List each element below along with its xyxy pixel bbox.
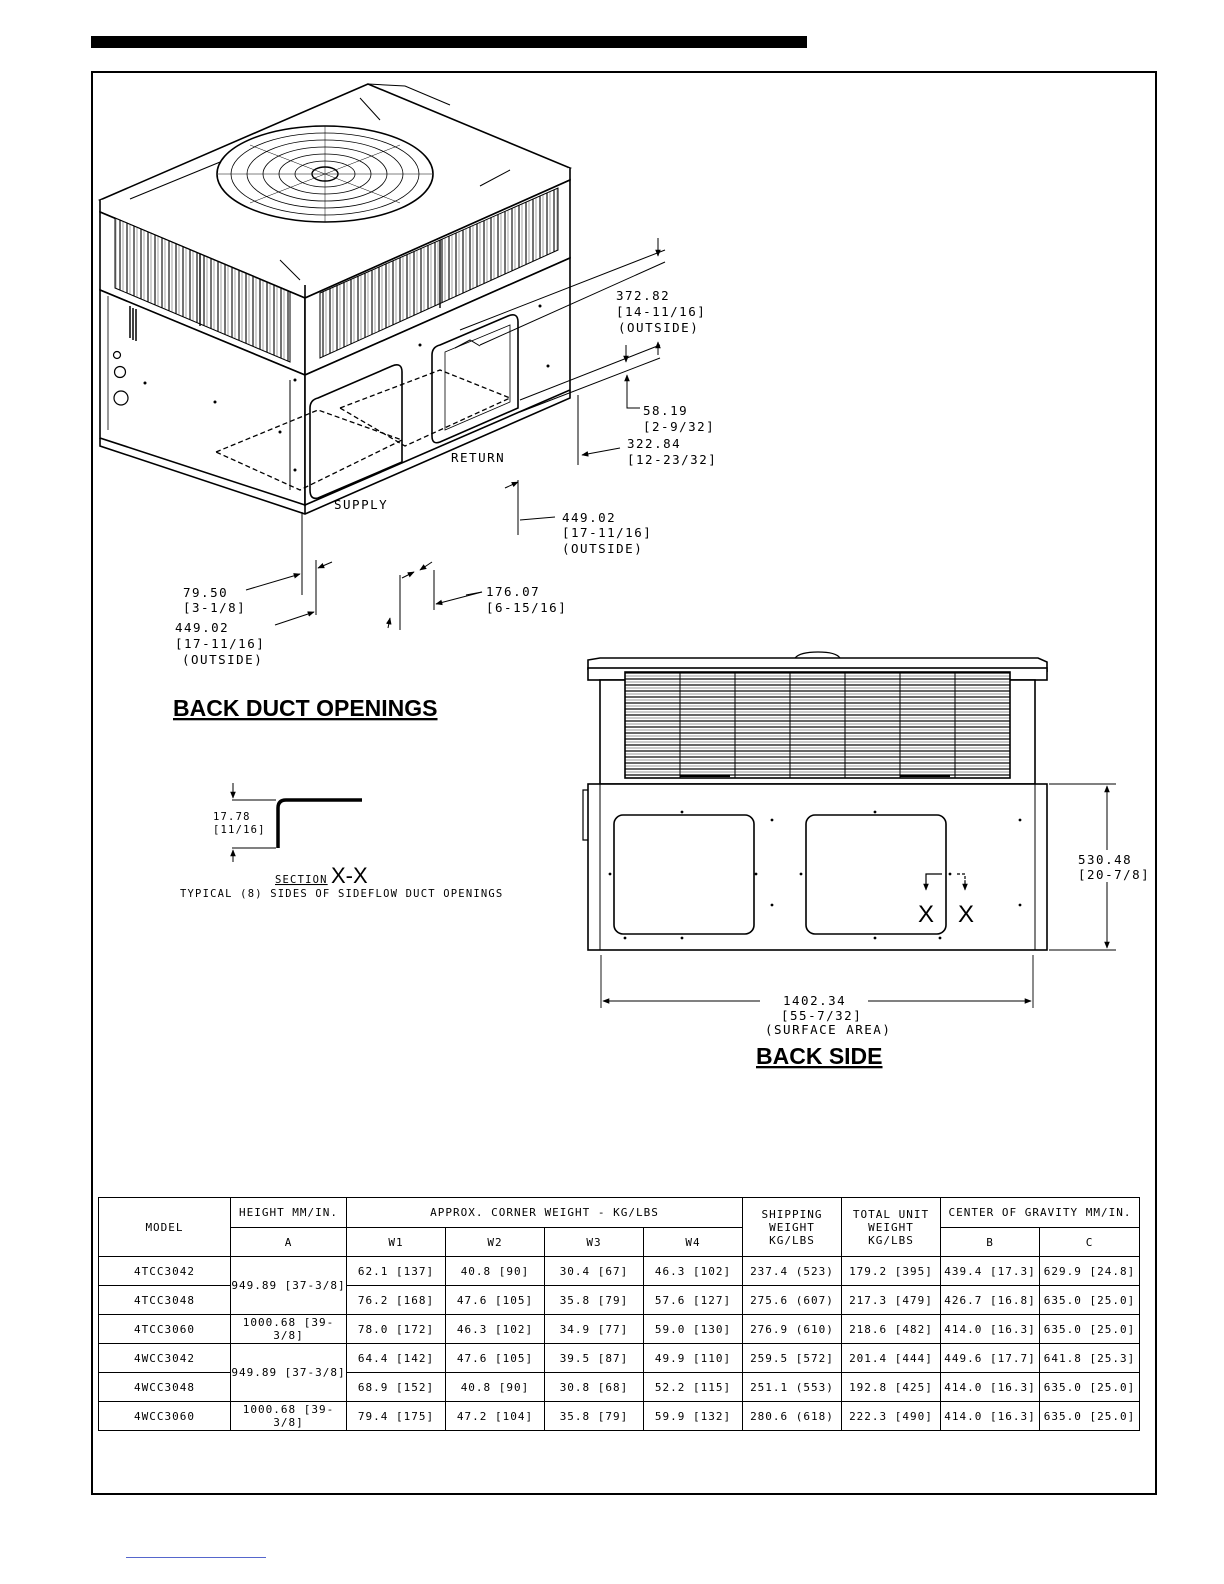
header-height: HEIGHT MM/IN.	[231, 1198, 347, 1228]
cell-shipping: 259.5 [572]	[743, 1344, 842, 1373]
header-total-weight: TOTAL UNIT WEIGHT KG/LBS	[842, 1198, 941, 1257]
cell-w3: 30.8 [68]	[545, 1373, 644, 1402]
section-dim-value: 17.78	[213, 811, 251, 823]
cell-w4: 49.9 [110]	[644, 1344, 743, 1373]
cell-total: 201.4 [444]	[842, 1344, 941, 1373]
cell-w3: 30.4 [67]	[545, 1257, 644, 1286]
cell-w2: 40.8 [90]	[446, 1257, 545, 1286]
cell-total: 218.6 [482]	[842, 1315, 941, 1344]
dim-449b-value: 449.02	[175, 620, 230, 635]
header-cog-b: B	[941, 1228, 1040, 1257]
cell-model: 4WCC3048	[99, 1373, 231, 1402]
cell-cog-b: 414.0 [16.3]	[941, 1315, 1040, 1344]
dim-372-value: 372.82	[616, 288, 671, 303]
weight-table	[98, 1197, 1140, 1431]
cell-w1: 78.0 [172]	[347, 1315, 446, 1344]
dim-372-note: (OUTSIDE)	[618, 320, 700, 335]
cell-w4: 59.0 [130]	[644, 1315, 743, 1344]
dim-449a-value: 449.02	[562, 510, 617, 525]
cell-w2: 47.6 [105]	[446, 1286, 545, 1315]
header-center-of-gravity: CENTER OF GRAVITY MM/IN.	[941, 1198, 1140, 1228]
cell-height: 1000.68 [39-3/8]	[231, 1402, 347, 1431]
cell-model: 4TCC3048	[99, 1286, 231, 1315]
cell-cog-c: 635.0 [25.0]	[1040, 1315, 1140, 1344]
cell-shipping: 275.6 (607)	[743, 1286, 842, 1315]
header-w1: W1	[347, 1228, 446, 1257]
cell-total: 192.8 [425]	[842, 1373, 941, 1402]
dim-1402-fraction: [55-7/32]	[781, 1008, 863, 1023]
dim-449a-note: (OUTSIDE)	[562, 541, 644, 556]
cell-w4: 46.3 [102]	[644, 1257, 743, 1286]
cell-w2: 40.8 [90]	[446, 1373, 545, 1402]
cell-shipping: 276.9 (610)	[743, 1315, 842, 1344]
cell-w3: 39.5 [87]	[545, 1344, 644, 1373]
table-row	[99, 1315, 1140, 1344]
dim-79-value: 79.50	[183, 585, 229, 600]
cell-w1: 79.4 [175]	[347, 1402, 446, 1431]
cell-w1: 68.9 [152]	[347, 1373, 446, 1402]
section-xx-detail	[232, 783, 362, 862]
back-louver-grille	[625, 672, 1010, 778]
cell-w1: 76.2 [168]	[347, 1286, 446, 1315]
return-label: RETURN	[451, 450, 506, 465]
cell-total: 217.3 [479]	[842, 1286, 941, 1315]
table-row	[99, 1257, 1140, 1286]
cell-w3: 35.8 [79]	[545, 1286, 644, 1315]
cell-cog-b: 426.7 [16.8]	[941, 1286, 1040, 1315]
section-label-prefix: SECTION	[275, 874, 328, 886]
dim-372-fraction: [14-11/16]	[616, 304, 707, 319]
dim-322-value: 322.84	[627, 436, 682, 451]
footer-link-rule	[126, 1557, 266, 1558]
header-w2: W2	[446, 1228, 545, 1257]
section-dim-fraction: [11/16]	[213, 824, 266, 836]
cell-w1: 62.1 [137]	[347, 1257, 446, 1286]
back-side-heading: BACK SIDE	[756, 1043, 883, 1069]
section-caption: TYPICAL (8) SIDES OF SIDEFLOW DUCT OPENINGS	[180, 888, 504, 900]
supply-label: SUPPLY	[334, 497, 389, 512]
cell-height: 1000.68 [39-3/8]	[231, 1315, 347, 1344]
cell-model: 4WCC3042	[99, 1344, 231, 1373]
header-corner-weight: APPROX. CORNER WEIGHT - KG/LBS	[347, 1198, 743, 1228]
cell-w2: 47.6 [105]	[446, 1344, 545, 1373]
cell-w2: 46.3 [102]	[446, 1315, 545, 1344]
cell-cog-c: 635.0 [25.0]	[1040, 1286, 1140, 1315]
section-mark-x-left: X	[918, 901, 935, 928]
cell-w2: 47.2 [104]	[446, 1402, 545, 1431]
cell-model: 4TCC3042	[99, 1257, 231, 1286]
dim-176-value: 176.07	[486, 584, 541, 599]
cell-cog-c: 641.8 [25.3]	[1040, 1344, 1140, 1373]
cell-w4: 57.6 [127]	[644, 1286, 743, 1315]
cell-total: 222.3 [490]	[842, 1402, 941, 1431]
dim-530-value: 530.48	[1078, 852, 1133, 867]
header-cog-c: C	[1040, 1228, 1140, 1257]
dim-449a-fraction: [17-11/16]	[562, 525, 653, 540]
cell-cog-b: 439.4 [17.3]	[941, 1257, 1040, 1286]
header-shipping-weight: SHIPPING WEIGHT KG/LBS	[743, 1198, 842, 1257]
dim-79-fraction: [3-1/8]	[183, 600, 247, 615]
cell-cog-b: 414.0 [16.3]	[941, 1373, 1040, 1402]
dim-449b-note: (OUTSIDE)	[182, 652, 264, 667]
cell-cog-b: 449.6 [17.7]	[941, 1344, 1040, 1373]
cell-height: 949.89 [37-3/8]	[231, 1344, 347, 1402]
dim-1402-note: (SURFACE AREA)	[765, 1022, 892, 1037]
cell-w3: 34.9 [77]	[545, 1315, 644, 1344]
dim-530-fraction: [20-7/8]	[1078, 867, 1151, 882]
cell-model: 4TCC3060	[99, 1315, 231, 1344]
dim-58-value: 58.19	[643, 403, 689, 418]
cell-height: 949.89 [37-3/8]	[231, 1257, 347, 1315]
dim-1402-value: 1402.34	[783, 993, 847, 1008]
dim-58-fraction: [2-9/32]	[643, 419, 716, 434]
dim-176-fraction: [6-15/16]	[486, 600, 568, 615]
cell-cog-c: 635.0 [25.0]	[1040, 1373, 1140, 1402]
cell-shipping: 251.1 (553)	[743, 1373, 842, 1402]
cell-cog-c: 629.9 [24.8]	[1040, 1257, 1140, 1286]
cell-cog-c: 635.0 [25.0]	[1040, 1402, 1140, 1431]
section-label-mark: X-X	[331, 863, 368, 888]
table-row	[99, 1402, 1140, 1431]
back-supply-opening	[614, 815, 754, 934]
dim-449b-fraction: [17-11/16]	[175, 636, 266, 651]
header-model: MODEL	[99, 1198, 231, 1257]
cell-w1: 64.4 [142]	[347, 1344, 446, 1373]
cell-shipping: 237.4 (523)	[743, 1257, 842, 1286]
cell-total: 179.2 [395]	[842, 1257, 941, 1286]
cell-w4: 52.2 [115]	[644, 1373, 743, 1402]
cell-w3: 35.8 [79]	[545, 1402, 644, 1431]
table-row	[99, 1344, 1140, 1373]
header-height-a: A	[231, 1228, 347, 1257]
cell-w4: 59.9 [132]	[644, 1402, 743, 1431]
dim-322-fraction: [12-23/32]	[627, 452, 718, 467]
cell-cog-b: 414.0 [16.3]	[941, 1402, 1040, 1431]
header-w4: W4	[644, 1228, 743, 1257]
back-duct-openings-heading: BACK DUCT OPENINGS	[173, 695, 438, 721]
back-side-view	[583, 652, 1116, 1008]
header-w3: W3	[545, 1228, 644, 1257]
cell-model: 4WCC3060	[99, 1402, 231, 1431]
section-mark-x-right: X	[958, 901, 975, 928]
cell-shipping: 280.6 (618)	[743, 1402, 842, 1431]
